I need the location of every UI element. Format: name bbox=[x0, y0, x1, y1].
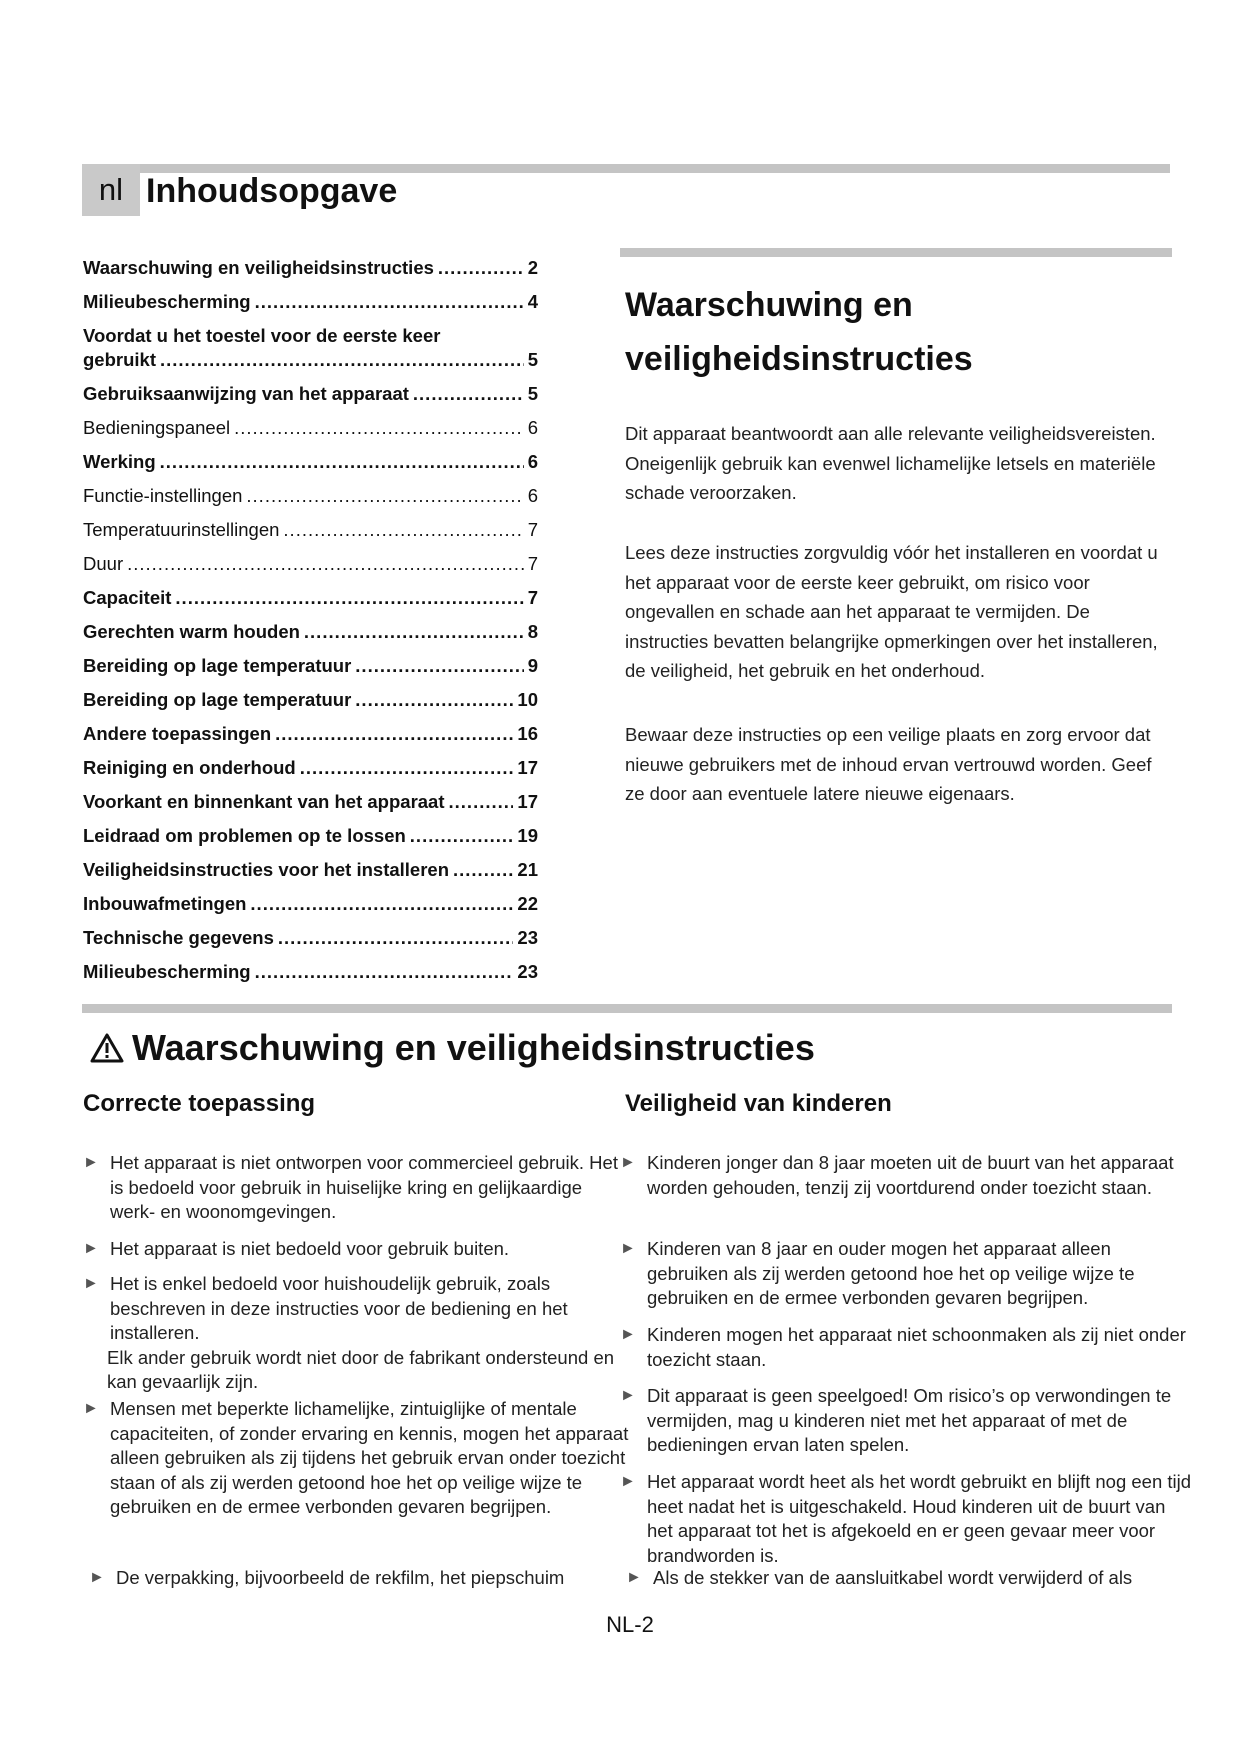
toc-leader bbox=[275, 722, 513, 746]
toc-entry-label: Temperatuurinstellingen bbox=[83, 519, 280, 540]
toc-entry-label: Andere toepassingen bbox=[83, 723, 272, 744]
list-item: ► Kinderen mogen het apparaat niet schoonmaken als zij niet onder toezicht staan. bbox=[620, 1324, 1186, 1370]
toc-page-number: 6 bbox=[527, 417, 538, 438]
toc-entry[interactable] bbox=[83, 324, 538, 382]
toc-entry-label: Duur bbox=[83, 553, 124, 574]
toc-leader bbox=[278, 926, 514, 950]
toc-page-number: 5 bbox=[527, 349, 538, 370]
toc-leader bbox=[250, 892, 513, 916]
toc-entry-label-cont: gebruikt bbox=[83, 349, 156, 370]
left-heading: Correcte toepassing bbox=[83, 1090, 316, 1117]
warning-triangle-icon bbox=[90, 1033, 124, 1063]
toc-page-number: 9 bbox=[527, 655, 538, 676]
toc-page-number: 6 bbox=[527, 485, 538, 506]
toc-page-number: 7 bbox=[527, 587, 538, 608]
toc-leader bbox=[283, 518, 523, 542]
list-item: ► Het apparaat wordt heet als het wordt gebruikt en blijft nog een tijd heet nadat het is uitgeschakeld. Houd kinderen uit de buurt van het apparaat tot het is afgekoeld en er geen gevaar meer voor brandworden is. bbox=[620, 1471, 1192, 1566]
bullet-arrow-icon: ► bbox=[620, 1240, 636, 1257]
toc-page-number: 23 bbox=[517, 961, 538, 982]
bullet-arrow-icon: ► bbox=[620, 1326, 636, 1343]
toc-entry-label: Reiniging en onderhoud bbox=[83, 757, 296, 778]
toc-page-number: 5 bbox=[527, 383, 538, 404]
toc-leader bbox=[355, 688, 513, 712]
list-item: ► Mensen met beperkte lichamelijke, zintuiglijke of mentale capaciteiten, of zonder ervaring en kennis, mogen het apparaat alleen gebruiken als zij tijdens het gebruik ervan onder toezicht staan of als zij werden getoond hoe het op veilige wijze te gebruiken en de ermee verbonden gevaren begrijpen. bbox=[83, 1398, 629, 1517]
toc-entry[interactable] bbox=[83, 620, 538, 654]
toc-page-number: 21 bbox=[517, 859, 538, 880]
toc-entry-label: Bereiding op lage temperatuur bbox=[83, 655, 352, 676]
toc-entry-label: Capaciteit bbox=[83, 587, 172, 608]
section-title bbox=[90, 1025, 815, 1071]
toc-leader bbox=[300, 756, 514, 780]
toc-entry[interactable] bbox=[83, 416, 538, 450]
toc-entry[interactable] bbox=[83, 518, 538, 552]
right-heading: Veiligheid van kinderen bbox=[625, 1090, 892, 1117]
intro-title-line1: Waarschuwing en bbox=[625, 286, 913, 324]
bullet-arrow-icon: ► bbox=[89, 1569, 105, 1586]
toc-entry-label: Technische gegevens bbox=[83, 927, 274, 948]
list-item: ► Dit apparaat is geen speelgoed! Om risico’s op verwondingen te vermijden, mag u kinderen niet met het apparaat of met de bedieningen ervan laten spelen. bbox=[620, 1385, 1172, 1455]
toc-entry[interactable] bbox=[83, 382, 538, 416]
bullet-arrow-icon: ► bbox=[620, 1387, 636, 1404]
toc-page-number: 8 bbox=[527, 621, 538, 642]
toc-leader bbox=[127, 552, 524, 576]
toc-leader bbox=[355, 654, 523, 678]
toc-leader bbox=[438, 256, 524, 280]
toc-leader bbox=[175, 586, 523, 610]
toc-entry[interactable] bbox=[83, 256, 538, 290]
toc-entry-label: Werking bbox=[83, 451, 156, 472]
toc-page-number: 7 bbox=[527, 553, 538, 574]
table-of-contents bbox=[83, 256, 538, 994]
bullet-arrow-icon: ► bbox=[83, 1275, 99, 1292]
toc-page-number: 17 bbox=[517, 757, 538, 778]
toc-leader bbox=[255, 290, 524, 314]
toc-entry-label: Bedieningspaneel bbox=[83, 417, 231, 438]
toc-page-number: 16 bbox=[517, 723, 538, 744]
toc-page-number: 6 bbox=[527, 451, 538, 472]
toc-entry[interactable] bbox=[83, 858, 538, 892]
toc-entry[interactable] bbox=[83, 790, 538, 824]
toc-leader bbox=[255, 960, 514, 984]
page-number: NL-2 bbox=[606, 1612, 654, 1637]
toc-entry-label: Veiligheidsinstructies voor het installeren bbox=[83, 859, 449, 880]
toc-entry[interactable] bbox=[83, 824, 538, 858]
toc-leader bbox=[413, 382, 524, 406]
toc-entry[interactable] bbox=[83, 450, 538, 484]
toc-entry-label: Milieubescherming bbox=[83, 291, 251, 312]
toc-page-number: 23 bbox=[517, 927, 538, 948]
toc-entry[interactable] bbox=[83, 960, 538, 994]
toc-entry[interactable] bbox=[83, 756, 538, 790]
toc-entry-label: Bereiding op lage temperatuur bbox=[83, 689, 352, 710]
page-title: Inhoudsopgave bbox=[146, 172, 398, 210]
toc-page-number: 10 bbox=[517, 689, 538, 710]
toc-page-number: 22 bbox=[517, 893, 538, 914]
toc-entry-label: Gerechten warm houden bbox=[83, 621, 300, 642]
list-item: ► Het is enkel bedoeld voor huishoudelijk gebruik, zoals beschreven in deze instructies voor de bediening en het installeren. Elk ander gebruik wordt niet door de fabrikant ondersteund en kan gevaarlijk zijn. bbox=[83, 1273, 615, 1392]
intro-rule bbox=[620, 248, 1172, 257]
intro-title-line2: veiligheidsinstructies bbox=[625, 340, 973, 378]
intro-paragraph-3: Bewaar deze instructies op een veilige plaats en zorg ervoor dat nieuwe gebruikers met de inhoud ervan vertrouwd worden. Geef ze door aan eventuele latere nieuwe eigenaars. bbox=[625, 724, 1152, 804]
toc-entry-label: Inbouwafmetingen bbox=[83, 893, 247, 914]
toc-entry[interactable] bbox=[83, 290, 538, 324]
list-item: ► Het apparaat is niet bedoeld voor gebruik buiten. bbox=[83, 1237, 630, 1262]
toc-entry-label: Functie-instellingen bbox=[83, 485, 243, 506]
language-badge: nl bbox=[82, 164, 140, 216]
toc-leader bbox=[246, 484, 523, 508]
toc-entry[interactable] bbox=[83, 552, 538, 586]
toc-entry-label: Leidraad om problemen op te lossen bbox=[83, 825, 406, 846]
toc-entry[interactable] bbox=[83, 654, 538, 688]
toc-leader bbox=[160, 348, 524, 372]
list-item: ► Kinderen van 8 jaar en ouder mogen het apparaat alleen gebruiken als zij werden getoond hoe het op veilige wijze te gebruiken en de ermee verbonden gevaren begrijpen. bbox=[620, 1238, 1135, 1308]
bullet-arrow-icon: ► bbox=[83, 1154, 99, 1171]
toc-entry-label: Voordat u het toestel voor de eerste keer bbox=[83, 325, 441, 346]
toc-leader bbox=[449, 790, 514, 814]
toc-entry-label: Waarschuwing en veiligheidsinstructies bbox=[83, 257, 434, 278]
toc-leader bbox=[234, 416, 524, 440]
list-item: ► Kinderen jonger dan 8 jaar moeten uit de buurt van het apparaat worden gehouden, tenzij zij voortdurend onder toezicht staan. bbox=[620, 1152, 1174, 1198]
toc-leader bbox=[160, 450, 524, 474]
bullet-arrow-icon: ► bbox=[620, 1154, 636, 1171]
toc-entry[interactable] bbox=[83, 484, 538, 518]
list-item: ► De verpakking, bijvoorbeeld de rekfilm, het piepschuim bbox=[89, 1566, 641, 1591]
bullet-arrow-icon: ► bbox=[83, 1400, 99, 1417]
toc-entry[interactable] bbox=[83, 926, 538, 960]
list-item: ► Als de stekker van de aansluitkabel wordt verwijderd of als bbox=[626, 1566, 1198, 1591]
toc-page-number: 2 bbox=[527, 257, 538, 278]
bullet-arrow-icon: ► bbox=[626, 1569, 642, 1586]
toc-entry-label: Voorkant en binnenkant van het apparaat bbox=[83, 791, 445, 812]
intro-paragraph-1: Dit apparaat beantwoordt aan alle relevante veiligheidsvereisten. Oneigenlijk gebruik kan evenwel lichamelijke letsels en materiële schade veroorzaken. bbox=[625, 423, 1156, 503]
toc-leader bbox=[304, 620, 524, 644]
toc-page-number: 7 bbox=[527, 519, 538, 540]
toc-entry[interactable] bbox=[83, 722, 538, 756]
toc-leader bbox=[410, 824, 514, 848]
toc-entry-label: Milieubescherming bbox=[83, 961, 251, 982]
section-rule bbox=[82, 1004, 1172, 1013]
toc-entry[interactable] bbox=[83, 688, 538, 722]
toc-page-number: 19 bbox=[517, 825, 538, 846]
toc-page-number: 17 bbox=[517, 791, 538, 812]
section-title-text: Waarschuwing en veiligheidsinstructies bbox=[132, 1027, 815, 1068]
list-item: ► Het apparaat is niet ontworpen voor commercieel gebruik. Het is bedoeld voor gebruik in huiselijke kring en gelijkaardige werk- en woonomgevingen. bbox=[83, 1152, 618, 1222]
intro-title bbox=[625, 278, 1185, 386]
toc-entry[interactable] bbox=[83, 586, 538, 620]
intro-paragraph-2: Lees deze instructies zorgvuldig vóór het installeren en voordat u het apparaat voor de eerste keer gebruikt, om risico voor ongevallen en schade aan het apparaat te vermijden. De instructies bevatten belangrijke opmerkingen over het installeren, de veiligheid, het gebruik en het onderhoud. bbox=[625, 542, 1158, 681]
toc-page-number: 4 bbox=[527, 291, 538, 312]
toc-leader bbox=[453, 858, 513, 882]
toc-entry[interactable] bbox=[83, 892, 538, 926]
bullet-arrow-icon: ► bbox=[83, 1240, 99, 1257]
bullet-arrow-icon: ► bbox=[620, 1473, 636, 1490]
toc-entry-label: Gebruiksaanwijzing van het apparaat bbox=[83, 383, 409, 404]
